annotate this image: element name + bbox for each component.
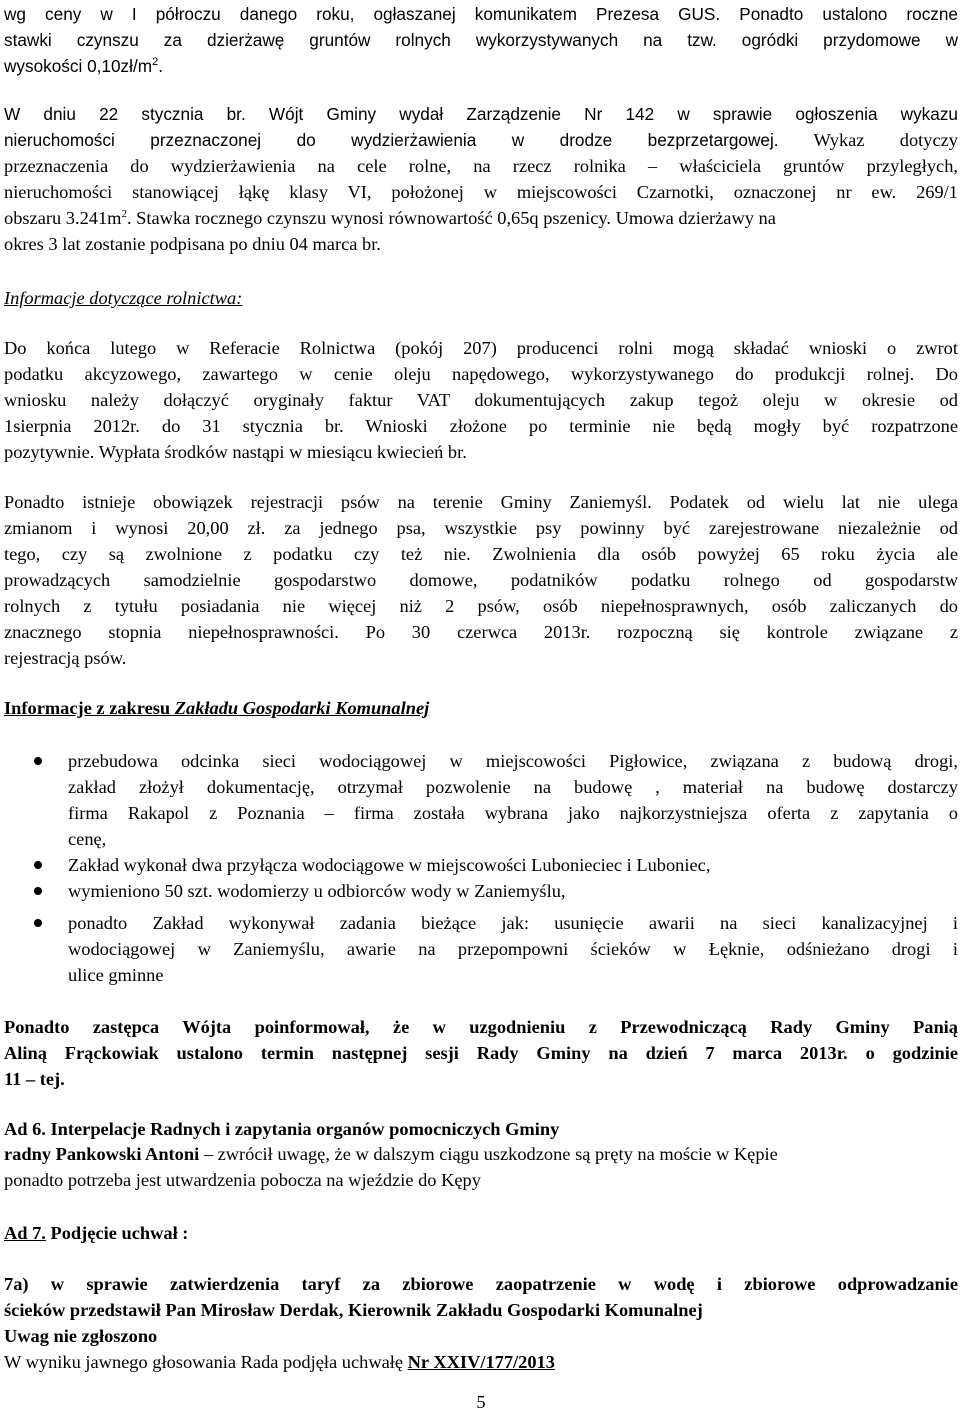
zgk-bullet-4-line-3: ulice gminne — [68, 965, 164, 985]
lease-line-1: W dniu 22 stycznia br. Wójt Gminy wydał Zarządzenie Nr 142 w sprawie ogłoszenia wykazu — [4, 104, 958, 124]
agri-p2-line-5: rolnych z tytułu posiadania nie więcej niż 2 psów, osób niepełnosprawnych, osób zaliczanych do — [4, 596, 958, 616]
bullet-dot-1 — [34, 757, 42, 765]
ad7-item-line-1: 7a) w sprawie zatwierdzenia taryf za zbiorowe zaopatrzenie w wodę i zbiorowe odprowadzanie — [4, 1274, 958, 1294]
agri-p1-line-5: pozytywnie. Wypłata środków nastąpi w miesiącu kwiecień br. — [4, 442, 467, 462]
agri-p2-line-4: prowadzących samodzielnie gospodarstwo domowe, podatników podatku rolnego od gospodarstw — [4, 570, 958, 590]
agri-p2-line-2: zmianom i wynosi 20,00 zł. za jednego psa, wszystkie psy powinny być zarejestrowane niezależnie od — [4, 518, 958, 538]
lease-line-3: przeznaczenia do wydzierżawienia na cele rolne, na rzecz rolnika – właściciela gruntów przyległych, — [4, 156, 958, 176]
zgk-bullet-1-line-2: zakład złożył dokumentację, otrzymał pozwolenie na budowę , materiał na budowę dostarczy — [68, 777, 958, 797]
zgk-bullet-3-line-1: wymieniono 50 szt. wodomierzy u odbiorców wody w Zaniemyślu, — [68, 881, 566, 901]
intro-line-2: stawki czynszu za dzierżawę gruntów rolnych wykorzystywanych na tzw. ogródki przydomowe w — [4, 30, 958, 50]
zgk-heading: Informacje z zakresu Zakładu Gospodarki Komunalnej — [4, 698, 430, 718]
lease-line-6: okres 3 lat zostanie podpisana po dniu 04 marca br. — [4, 234, 381, 254]
bullet-dot-3 — [34, 887, 42, 895]
zgk-bullet-1-line-3: firma Rakapol z Poznania – firma została wybrana jako najkorzystniejsza oferta z zapytania o — [68, 803, 958, 823]
agri-p1-line-2: podatku akcyzowego, zawartego w cenie oleju napędowego, wykorzystywanego do produkcji rolnej. Do — [4, 364, 958, 384]
agri-p1-line-3: wniosku należy dołączyć oryginały faktur VAT dokumentujących zakup tegoż oleju w okresie od — [4, 390, 958, 410]
agri-p2-line-1: Ponadto istnieje obowiązek rejestracji psów na terenie Gminy Zaniemyśl. Podatek od wielu lat nie ulega — [4, 492, 958, 512]
bullet-dot-2 — [34, 861, 42, 869]
ad7-heading: Ad 7. Podjęcie uchwał : — [4, 1223, 189, 1243]
agri-p1-line-4: 1sierpnia 2012r. do 31 stycznia br. Wnioski złożone po terminie nie będą mogły być rozpatrzone — [4, 416, 958, 436]
agri-p1-line-1: Do końca lutego w Referacie Rolnictwa (pokój 207) producenci rolni mogą składać wnioski o zwrot — [4, 338, 958, 358]
deputy-line-3: 11 – tej. — [4, 1069, 65, 1089]
ad6-heading: Ad 6. Interpelacje Radnych i zapytania organów pomocniczych Gminy — [4, 1119, 560, 1139]
agri-p2-line-6: znacznego stopnia niepełnosprawności. Po 30 czerwca 2013r. rozpoczną się kontrole związane z — [4, 622, 958, 642]
agri-p2-line-7: rejestracją psów. — [4, 648, 127, 668]
ad7-item-line-2: ścieków przedstawił Pan Mirosław Derdak, Kierownik Zakładu Gospodarki Komunalnej — [4, 1300, 703, 1320]
bullet-dot-4 — [34, 919, 42, 927]
ad6-line-2: ponadto potrzeba jest utwardzenia pobocza na wjeździe do Kępy — [4, 1170, 481, 1190]
zgk-bullet-4-line-2: wodociągowej w Zaniemyślu, awarie na przepompowni ścieków w Łęknie, odśnieżano drogi i — [68, 939, 958, 959]
deputy-line-2: Aliną Frąckowiak ustalono termin następnej sesji Rady Gminy na dzień 7 marca 2013r. o godzinie — [4, 1043, 958, 1063]
lease-line-2: nieruchomości przeznaczonej do wydzierżawienia w drodze bezprzetargowej. Wykaz dotyczy — [4, 130, 958, 150]
page-number: 5 — [476, 1392, 486, 1412]
intro-line-3: wysokości $0,10zł/m^2$. — [4, 56, 163, 76]
ad7-vote-line: W wyniku jawnego głosowania Rada podjęła uchwałę Nr XXIV/177/2013 — [4, 1352, 555, 1372]
zgk-bullet-2-line-1: Zakład wykonał dwa przyłącza wodociągowe w miejscowości Lubonieciec i Luboniec, — [68, 855, 711, 875]
ad7-remarks: Uwag nie zgłoszono — [4, 1326, 158, 1346]
ad6-line-1: radny Pankowski Antoni – zwrócił uwagę, że w dalszym ciągu uszkodzone są pręty na moście w Kępie — [4, 1144, 778, 1164]
agriculture-heading: Informacje dotyczące rolnictwa: — [4, 288, 243, 308]
zgk-bullet-1-line-1: przebudowa odcinka sieci wodociągowej w miejscowości Pigłowice, związana z budową drogi, — [68, 751, 958, 771]
agri-p2-line-3: tego, czy są zwolnione z podatku czy też nie. Zwolnienia dla osób powyżej 65 roku życia ale — [4, 544, 958, 564]
deputy-line-1: Ponadto zastępca Wójta poinformował, że w uzgodnieniu z Przewodniczącą Rady Gminy Panią — [4, 1017, 958, 1037]
intro-line-1: wg ceny w I półroczu danego roku, ogłaszanej komunikatem Prezesa GUS. Ponadto ustalono roczne — [4, 4, 958, 24]
zgk-bullet-4-line-1: ponadto Zakład wykonywał zadania bieżące jak: usunięcie awarii na sieci kanalizacyjnej i — [68, 913, 958, 933]
lease-line-4: nieruchomości stanowiącej łąkę klasy VI, położonej w miejscowości Czarnotki, oznaczonej nr ew. 269/1 — [4, 182, 958, 202]
lease-line-5: obszaru $3.241m^2$. Stawka rocznego czynszu wynosi równowartość 0,65q pszenicy. Umowa dzierżawy na — [4, 208, 776, 228]
zgk-bullet-1-line-4: cenę, — [68, 829, 107, 849]
